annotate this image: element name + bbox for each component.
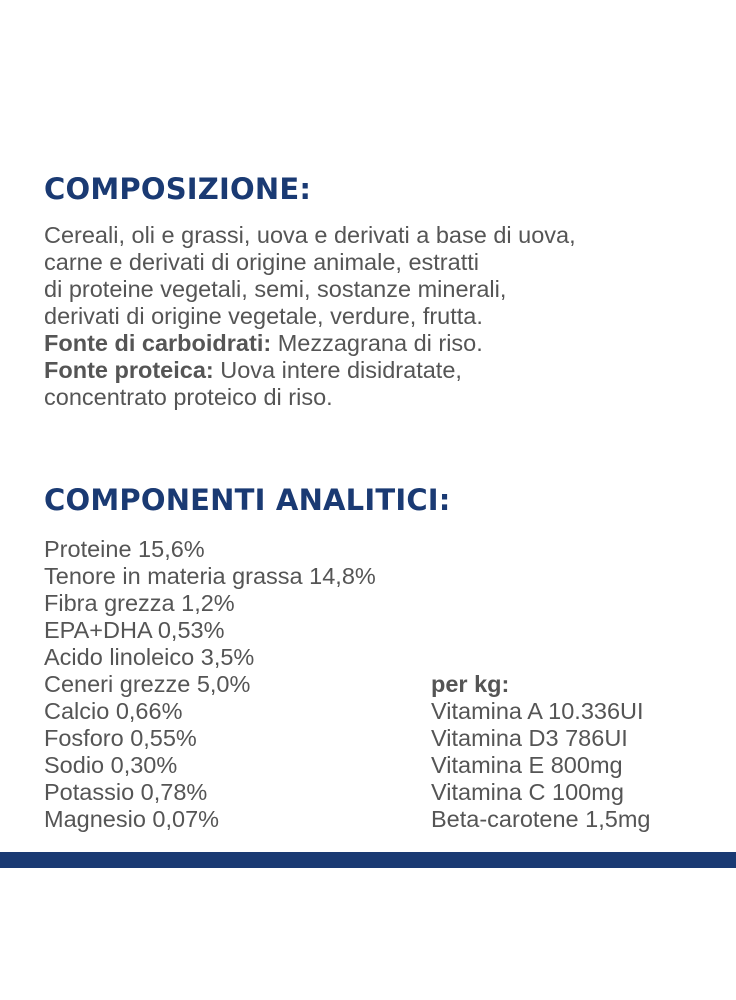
- analytical-item: Sodio 0,30%: [44, 752, 178, 778]
- carb-source-line: [44, 330, 724, 357]
- protein-source-label: Fonte proteica:: [44, 357, 214, 383]
- per-kg-item: Vitamina E 800mg: [431, 752, 623, 778]
- analytical-item: Tenore in materia grassa 14,8%: [44, 563, 376, 589]
- analytical-item: Calcio 0,66%: [44, 698, 183, 724]
- carb-source-value: Mezzagrana di riso.: [271, 330, 483, 356]
- per-kg-block: [431, 671, 721, 833]
- analytical-item: Potassio 0,78%: [44, 779, 208, 805]
- analytical-item: EPA+DHA 0,53%: [44, 617, 225, 643]
- analytical-item: Acido linoleico 3,5%: [44, 644, 255, 670]
- per-kg-item: Vitamina C 100mg: [431, 779, 624, 805]
- analytical-item: Fibra grezza 1,2%: [44, 590, 235, 616]
- carb-source-label: Fonte di carboidrati:: [44, 330, 272, 356]
- analytical-item: Fosforo 0,55%: [44, 725, 197, 751]
- protein-source-value: Uova intere disidratate,: [213, 357, 462, 383]
- composition-line: Cereali, oli e grassi, uova e derivati a base di uova,: [44, 222, 576, 248]
- composition-line: carne e derivati di origine animale, estratti: [44, 249, 479, 275]
- analytical-item: Proteine 15,6%: [44, 536, 205, 562]
- analytical-item: Magnesio 0,07%: [44, 806, 220, 832]
- per-kg-item: Vitamina D3 786UI: [431, 725, 628, 751]
- per-kg-item: Vitamina A 10.336UI: [431, 698, 644, 724]
- per-kg-list: [431, 698, 721, 833]
- composition-heading: COMPOSIZIONE:: [44, 172, 312, 206]
- composition-text: [44, 222, 724, 411]
- composition-line: derivati di origine vegetale, verdure, frutta.: [44, 303, 483, 329]
- protein-source-line: [44, 357, 724, 384]
- analytical-list: [44, 536, 376, 833]
- composition-line: di proteine vegetali, semi, sostanze minerali,: [44, 276, 507, 302]
- bottom-band: [0, 852, 736, 868]
- protein-source-continuation: concentrato proteico di riso.: [44, 384, 333, 410]
- per-kg-item: Beta-carotene 1,5mg: [431, 806, 651, 832]
- analytical-item: Ceneri grezze 5,0%: [44, 671, 251, 697]
- analytical-heading: COMPONENTI ANALITICI:: [44, 483, 451, 517]
- per-kg-title: per kg:: [431, 671, 510, 697]
